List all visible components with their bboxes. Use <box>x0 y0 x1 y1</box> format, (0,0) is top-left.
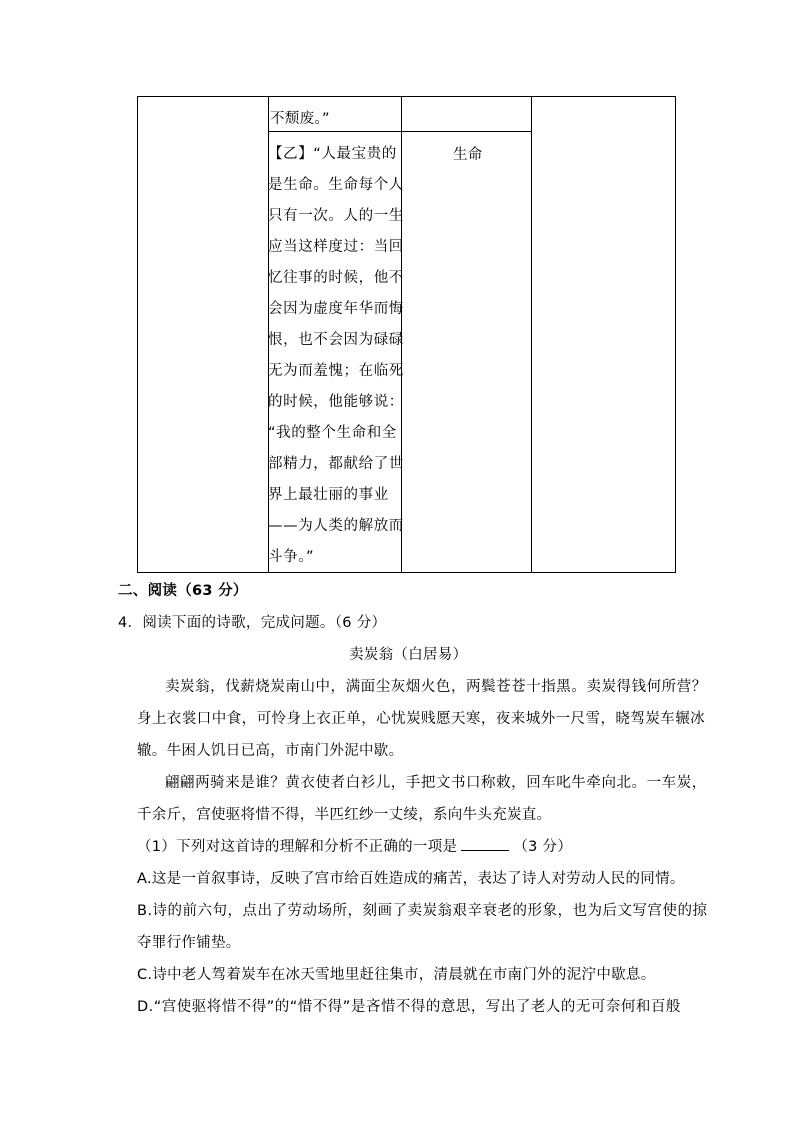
option-b: B.诗的前六句，点出了劳动场所，刻画了卖炭翁艰辛衰老的形象，也为后文写宫使的掠 <box>137 903 708 919</box>
option-d: D.“宫使驱将惜不得”的“惜不得”是吝惜不得的意思，写出了老人的无可奈何和百般 <box>137 999 681 1015</box>
section-title: 二、阅读（63 分） <box>118 583 248 599</box>
poem-title: 卖炭翁（白居易） <box>349 647 468 663</box>
question-prompt: 4．阅读下面的诗歌，完成问题。（6 分） <box>118 615 387 631</box>
passage-line: 的时候，他能够说： <box>268 394 404 410</box>
passage-line: 忆往事的时候，他不 <box>268 270 404 286</box>
poem-line: 翩翩两骑来是谁？黄衣使者白衫儿，手把文书口称敕，回车叱牛牵向北。一车炭， <box>165 775 707 791</box>
passage-line: 【乙】“人最宝贵的 <box>268 146 397 162</box>
option-a: A.这是一首叙事诗，反映了宫市给百姓造成的痛苦，表达了诗人对劳动人民的同情。 <box>137 871 685 887</box>
option-b-continued: 夺罪行作铺垫。 <box>137 935 241 951</box>
sub-question-1-text: （1）下列对这首诗的理解和分析不正确的一项是 <box>137 839 458 855</box>
passage-line: 部精力，都献给了世 <box>268 456 404 472</box>
sub-question-1-score: （3 分） <box>513 839 573 855</box>
table-cell-label: 生命 <box>453 147 483 163</box>
option-c: C.诗中老人驾着炭车在冰天雪地里赶往集市，清晨就在市南门外的泥泞中歇息。 <box>137 967 656 983</box>
poem-line: 千余斤，宫使驱将惜不得，半匹红纱一丈绫，系向牛头充炭直。 <box>137 807 552 823</box>
table-cell-top: 不颓废。” <box>270 111 330 127</box>
passage-line: 恨，也不会因为碌碌 <box>268 332 404 348</box>
table-divider <box>531 97 532 572</box>
passage-line: 界上最壮丽的事业 <box>268 487 389 503</box>
passage-line: 斗争。” <box>268 549 315 565</box>
poem-line: 身上衣裳口中食，可怜身上衣正单，心忧炭贱愿天寒，夜来城外一尺雪，晓驾炭车辗冰 <box>137 711 706 727</box>
comparison-table <box>137 96 676 573</box>
poem-line: 辙。牛困人饥日已高，市南门外泥中歇。 <box>137 743 404 759</box>
passage-line: “我的整个生命和全 <box>268 425 397 441</box>
passage-line: 会因为虚度年华而悔 <box>268 301 404 317</box>
poem-line: 卖炭翁，伐薪烧炭南山中，满面尘灰烟火色，两鬓苍苍十指黑。卖炭得钱何所营？ <box>165 679 707 695</box>
passage-line: 只有一次。人的一生 <box>268 208 404 224</box>
passage-line: 无为而羞愧；在临死 <box>268 363 404 379</box>
passage-line: ——为人类的解放而 <box>268 518 404 534</box>
table-divider <box>268 131 531 132</box>
answer-blank[interactable] <box>461 836 509 851</box>
passage-line: 应当这样度过：当回 <box>268 239 404 255</box>
passage-line: 是生命。生命每个人 <box>268 177 404 193</box>
sub-question-1 <box>137 835 572 856</box>
